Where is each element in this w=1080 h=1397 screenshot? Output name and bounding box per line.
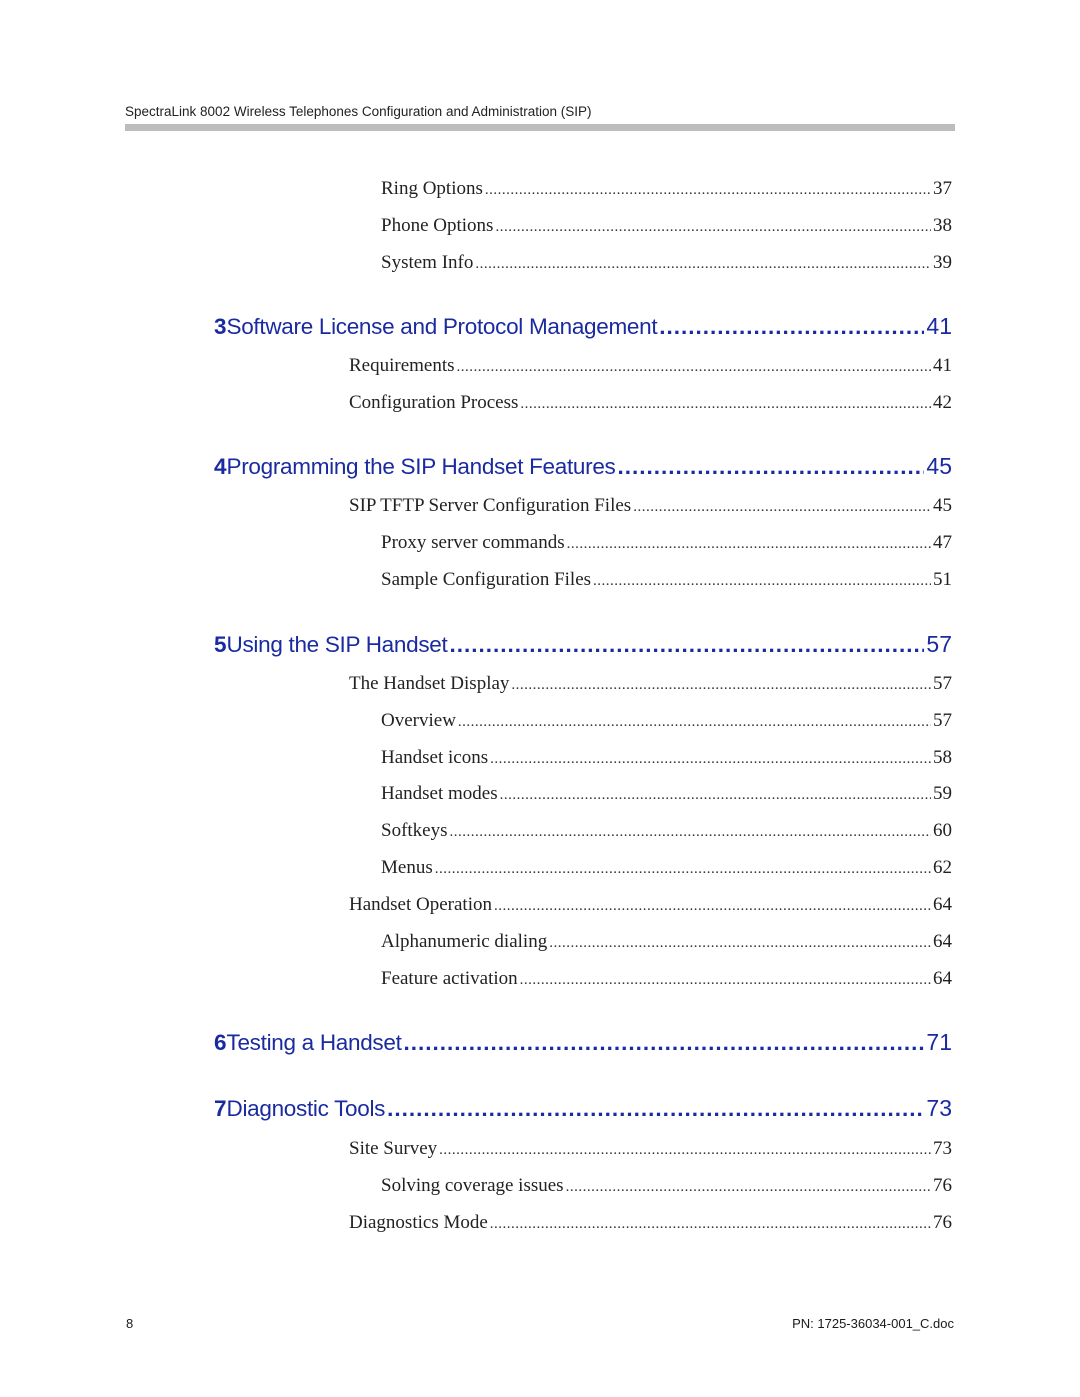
toc-entry[interactable]: SIP TFTP Server Configuration Files ..... 45 [349, 495, 952, 517]
toc-chapter[interactable]: 3 Software License and Protocol Management ..... 41 [214, 313, 952, 340]
toc-entry[interactable]: Diagnostics Mode ..... 76 [349, 1212, 952, 1234]
toc-entry[interactable]: Site Survey ..... 73 [349, 1138, 952, 1160]
toc-entry[interactable]: Feature activation ..... 64 [381, 968, 952, 990]
toc-chapter[interactable]: 6 Testing a Handset ..... 71 [214, 1029, 952, 1056]
toc-entry[interactable]: Ring Options ..... 37 [381, 178, 952, 200]
toc-entry[interactable]: Handset modes ..... 59 [381, 783, 952, 805]
toc-chapter[interactable]: 4 Programming the SIP Handset Features ..... 45 [214, 453, 952, 480]
toc-entry[interactable]: Handset icons ..... 58 [381, 747, 952, 769]
toc-entry[interactable]: Requirements ..... 41 [349, 355, 952, 377]
toc-chapter[interactable]: 7 Diagnostic Tools ..... 73 [214, 1095, 952, 1122]
toc-entry[interactable]: Configuration Process ..... 42 [349, 392, 952, 414]
toc-entry[interactable]: Solving coverage issues ..... 76 [381, 1175, 952, 1197]
toc-entry[interactable]: Proxy server commands ..... 47 [381, 532, 952, 554]
header-rule [125, 124, 955, 131]
footer-doc-id: PN: 1725-36034-001_C.doc [792, 1316, 954, 1331]
toc-entry[interactable]: System Info ..... 39 [381, 252, 952, 274]
toc-entry[interactable]: Handset Operation ..... 64 [349, 894, 952, 916]
toc-entry[interactable]: Overview ..... 57 [381, 710, 952, 732]
footer-page-number: 8 [126, 1316, 134, 1331]
header-title: SpectraLink 8002 Wireless Telephones Configuration and Administration (SIP) [125, 104, 592, 119]
toc-entry[interactable]: Phone Options ..... 38 [381, 215, 952, 237]
toc-entry[interactable]: Menus ..... 62 [381, 857, 952, 879]
toc-entry[interactable]: The Handset Display ..... 57 [349, 673, 952, 695]
toc-entry[interactable]: Sample Configuration Files ..... 51 [381, 569, 952, 591]
toc-entry[interactable]: Alphanumeric dialing ..... 64 [381, 931, 952, 953]
toc-chapter[interactable]: 5 Using the SIP Handset ..... 57 [214, 631, 952, 658]
toc-entry[interactable]: Softkeys ..... 60 [381, 820, 952, 842]
